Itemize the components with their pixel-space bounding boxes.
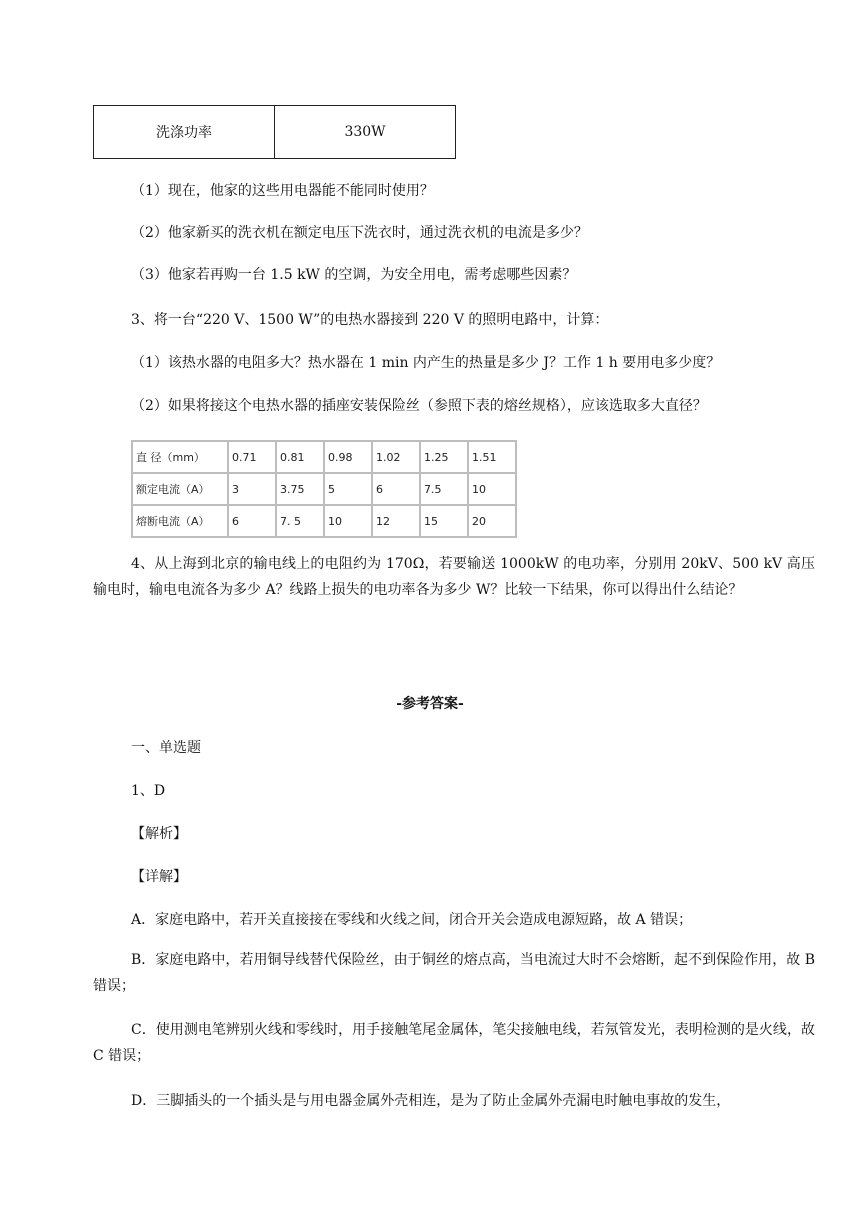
- question-3-2: （2）如果将接这个电热水器的插座安装保险丝（参照下表的熔丝规格），应该选取多大直径？: [131, 398, 707, 414]
- table-cell: 10: [324, 505, 372, 537]
- table-row: [132, 505, 516, 537]
- analysis-label: 【解析】: [131, 826, 187, 842]
- table-cell: 1.25: [420, 441, 468, 473]
- table-cell: 7. 5: [276, 505, 324, 537]
- table-cell: 6: [228, 505, 276, 537]
- question-2-2: （2）他家新买的洗衣机在额定电压下洗衣时，通过洗衣机的电流是多少？: [131, 225, 588, 241]
- table-cell: 15: [420, 505, 468, 537]
- table-cell: 6: [372, 473, 420, 505]
- question-2-3: （3）他家若再购一台 1.5 kW 的空调，为安全用电，需考虑哪些因素？: [131, 267, 577, 283]
- option-b-explanation: B．家庭电路中，若用铜导线替代保险丝，由于铜丝的熔点高，当电流过大时不会熔断，起不到保险作用，故 B 错误；: [93, 952, 815, 994]
- table-cell: 3: [228, 473, 276, 505]
- table-cell: 7.5: [420, 473, 468, 505]
- table-cell: 330W: [275, 106, 456, 159]
- table-header-cell: 额定电流（A）: [132, 473, 228, 505]
- option-d-explanation: D．三脚插头的一个插头是与用电器金属外壳相连，是为了防止金属外壳漏电时触电事故的发生，: [131, 1093, 731, 1109]
- detail-label: 【详解】: [131, 869, 187, 885]
- table-cell: 20: [468, 505, 516, 537]
- table-row: [94, 106, 456, 159]
- table-cell: 0.98: [324, 441, 372, 473]
- question-3-1: （1）该热水器的电阻多大？热水器在 1 min 内产生的热量是多少 J？工作 1 h 要用电多少度？: [131, 355, 721, 371]
- table-cell: 0.71: [228, 441, 276, 473]
- table-cell: 5: [324, 473, 372, 505]
- table-header-cell: 熔断电流（A）: [132, 505, 228, 537]
- table-cell: 洗涤功率: [94, 106, 275, 159]
- question-3-stem: 3、将一台“220 V、1500 W”的电热水器接到 220 V 的照明电路中，计算：: [131, 312, 609, 328]
- section-heading: 一、单选题: [131, 740, 201, 756]
- question-4: 4、从上海到北京的输电线上的电阻约为 170Ω，若要输送 1000kW 的电功率，分别用 20kV、500 kV 高压输电时，输电电流各为多少 A？线路上损失的电功率各为多少 W？比较一下结果，你可以得出什么结论？: [93, 556, 815, 598]
- question-2-1: （1）现在，他家的这些用电器能不能同时使用？: [131, 183, 434, 199]
- option-c-explanation: C．使用测电笔辨别火线和零线时，用手接触笔尾金属体，笔尖接触电线，若氖管发光，表明检测的是火线，故 C 错误；: [93, 1022, 815, 1064]
- appliance-table: [93, 105, 456, 159]
- table-cell: 1.02: [372, 441, 420, 473]
- table-header-cell: 直 径（mm）: [132, 441, 228, 473]
- table-cell: 0.81: [276, 441, 324, 473]
- answers-title: -参考答案-: [396, 696, 464, 712]
- fuse-spec-table: [131, 440, 517, 538]
- table-cell: 1.51: [468, 441, 516, 473]
- table-cell: 10: [468, 473, 516, 505]
- table-row: [132, 473, 516, 505]
- option-a-explanation: A．家庭电路中，若开关直接接在零线和火线之间，闭合开关会造成电源短路，故 A 错误；: [131, 912, 693, 928]
- table-cell: 3.75: [276, 473, 324, 505]
- answer-1: 1、D: [131, 783, 166, 799]
- table-row: [132, 441, 516, 473]
- table-cell: 12: [372, 505, 420, 537]
